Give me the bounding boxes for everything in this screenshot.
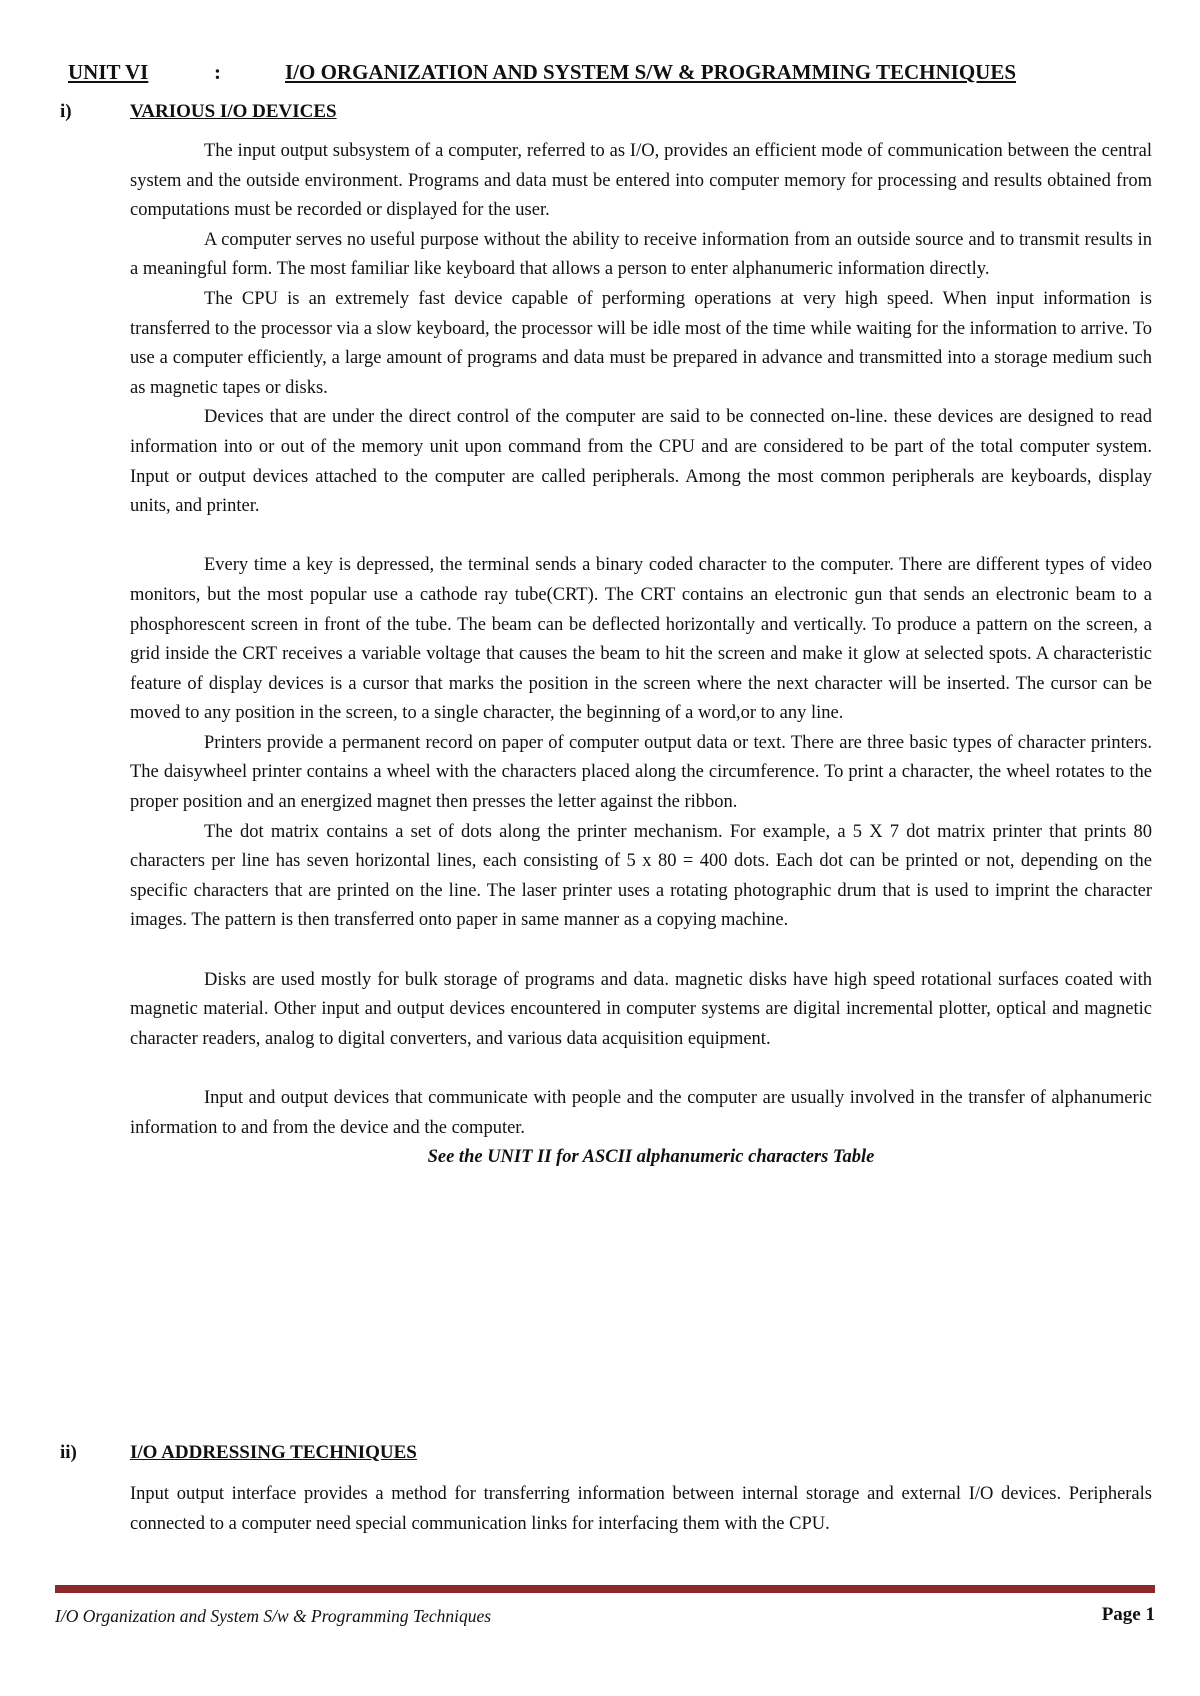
paragraph: The input output subsystem of a computer, referred to as I/O, provides an efficient mode of communication between the central system and the outside environment. Programs and data must be entered into computer memory for processing and results obtained from computations must be recorded or displayed for the user. [130,141,1152,221]
footer-document-title: I/O Organization and System S/w & Programming Techniques [55,1606,492,1626]
paragraph: A computer serves no useful purpose without the ability to receive information from an outside source and to transmit results in a meaningful form. The most familiar like keyboard that allows a person to enter alphanumeric information directly. [130,229,1152,280]
paragraph: The dot matrix contains a set of dots along the printer mechanism. For example, a 5 X 7 dot matrix printer that prints 80 characters per line has seven horizontal lines, each consisting of 5 x 80 = 400 dots. Each dot can be printed or not, depending on the specific characters that are printed on the line. The laser printer uses a rotating photographic drum that is used to imprint the character images. The pattern is then transferred onto paper in same manner as a copying machine. [130,821,1152,931]
unit-title: I/O ORGANIZATION AND SYSTEM S/W & PROGRAMMING TECHNIQUES [285,60,1017,84]
section-body-io-addressing [130,1480,1152,1539]
footer-page-number: Page 1 [1101,1604,1155,1625]
section-title: VARIOUS I/O DEVICES [130,101,337,122]
paragraph: Devices that are under the direct control of the computer are said to be connected on-line. these devices are designed to read information into or out of the memory unit upon command from the CPU and are considered to be part of the total computer system. Input or output devices attached to the computer are called peripherals. Among the most common peripherals are keyboards, display units, and printer. [130,407,1152,517]
footer-divider [55,1585,1155,1593]
unit-colon: : [214,60,221,84]
section-number: ii) [60,1442,77,1463]
paragraph: Every time a key is depressed, the terminal sends a binary coded character to the computer. There are different types of video monitors, but the most popular use a cathode ray tube(CRT). The CRT contains an electronic gun that sends an electronic beam to a phosphorescent screen in front of the tube. The beam can be deflected horizontally and vertically. To produce a pattern on the screen, a grid inside the CRT receives a variable voltage that causes the beam to hit the screen and make it glow at selected spots. A characteristic feature of display devices is a cursor that marks the position in the screen where the next character will be inserted. The cursor can be moved to any position in the screen, to a single character, the beginning of a word,or to any line. [130,555,1152,724]
section-number: i) [60,101,72,122]
paragraph: Disks are used mostly for bulk storage of programs and data. magnetic disks have high speed rotational surfaces coated with magnetic material. Other input and output devices encountered in computer systems are digital incremental plotter, optical and magnetic character readers, analog to digital converters, and various data acquisition equipment. [130,969,1152,1049]
see-note: See the UNIT II for ASCII alphanumeric characters Table [427,1147,875,1168]
section-body-io-devices [130,137,1152,1173]
paragraph: The CPU is an extremely fast device capable of performing operations at very high speed. When input information is transferred to the processor via a slow keyboard, the processor will be idle most of the time while waiting for the information to arrive. To use a computer efficiently, a large amount of programs and data must be prepared in advance and transmitted into a storage medium such as magnetic tapes or disks. [130,288,1152,398]
paragraph: Input output interface provides a method for transferring information between internal storage and external I/O devices. Peripherals connected to a computer need special communication links for interfacing them with the CPU. [130,1484,1152,1534]
section-title: I/O ADDRESSING TECHNIQUES [130,1442,417,1463]
paragraph: Printers provide a permanent record on paper of computer output data or text. There are three basic types of character printers. The daisywheel printer contains a wheel with the characters placed along the circumference. To print a character, the wheel rotates to the proper position and an energized magnet then presses the letter against the ribbon. [130,732,1152,813]
paragraph: Input and output devices that communicate with people and the computer are usually involved in the transfer of alphanumeric information to and from the device and the computer. [130,1088,1152,1138]
unit-label: UNIT VI [68,60,149,84]
